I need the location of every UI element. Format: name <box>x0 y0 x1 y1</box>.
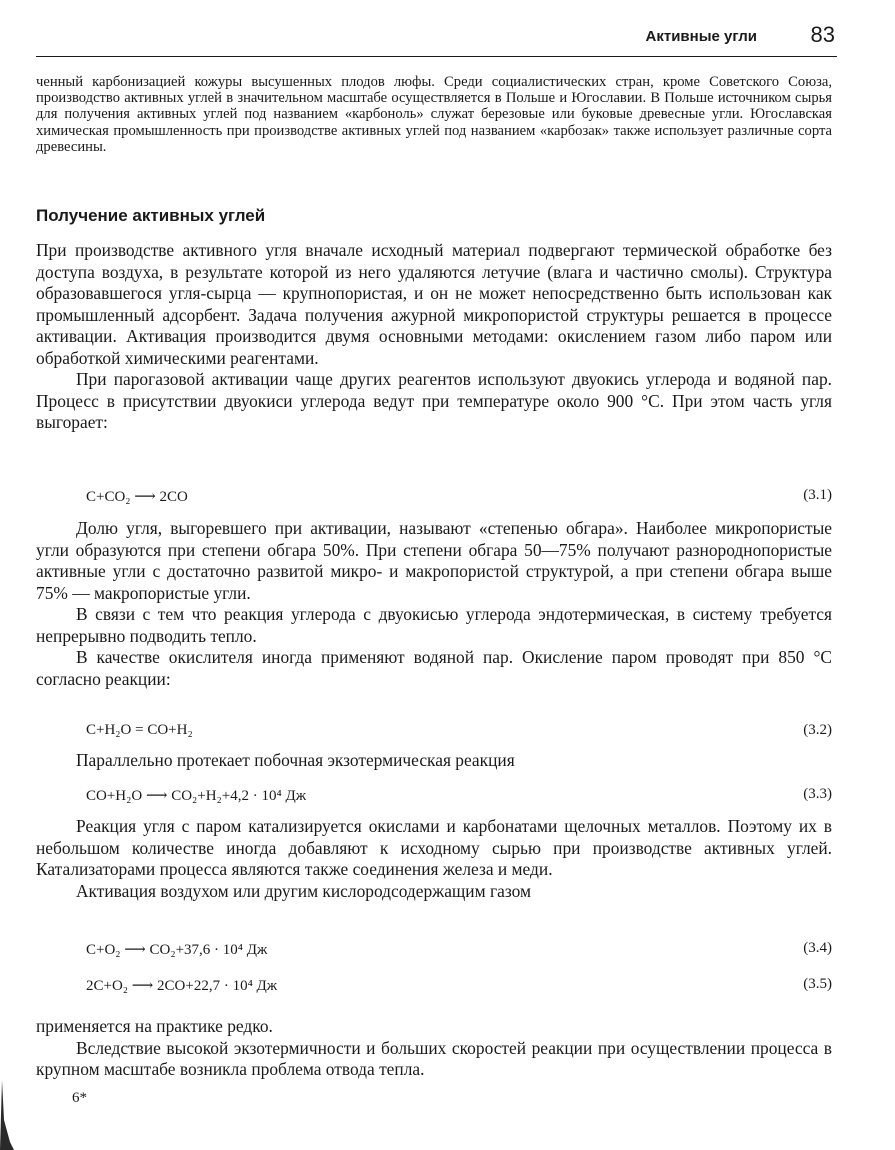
intro-paragraph: ченный карбонизацией кожуры высушенных плодов люфы. Среди социалистических стран, кроме Советского Союза, производство активных углей в значительном масштабе осуществляется в Польше и Югославии. В Польше источником сырья для получения активных углей под названием «карбоноль» служат березовые или буковые древесные угли. Югославская химическая промышленность при производстве активных углей под названием «карбозак» также использует различные сорта древесины. <box>36 74 832 155</box>
equation-3-2 <box>86 722 832 742</box>
signature-mark: 6* <box>72 1090 87 1106</box>
equation-3-1 <box>86 487 832 507</box>
paragraph-3: Долю угля, выгоревшего при активации, называют «степенью обгара». Наиболее микропористые угли образуются при степени обгара 50%. При степени обгара 50—75% получают разнороднопористые активные угли с достаточно развитой микро- и макропористой структурой, а при степени обгара выше 75% — макропористые угли. <box>36 518 832 603</box>
intro-paragraph-block <box>36 74 832 155</box>
paragraph-1: При производстве активного угля вначале исходный материал подвергают термической обработке без доступа воздуха, в результате которой из него удаляются летучие (влага и частично смолы). Структура образовавшегося угля-сырца — крупнопористая, и он не может непосредственно быть использован как промышленный адсорбент. Задача получения ажурной микропористой структуры решается в процессе активации. Активация производится двумя основными методами: окислением газом либо паром или обработкой химическими реагентами. <box>36 240 832 368</box>
equation-number: (3.5) <box>803 976 832 992</box>
paragraph-block-4 <box>36 816 832 902</box>
section-title: Получение активных углей <box>36 206 266 225</box>
running-title: Активные угли <box>645 28 757 45</box>
paragraph-8: Активация воздухом или другим кислородсодержащим газом <box>76 880 531 901</box>
equation-formula: C+CO₂ ⟶ 2CO <box>86 489 188 505</box>
equation-3-5 <box>86 976 832 996</box>
paragraph-2: При парогазовой активации чаще других реагентов используют двуокись углерода и водяной пар. Процесс в присутствии двуокиси углерода ведут при температуре около 900 °С. При этом часть угля выгорает: <box>36 369 832 432</box>
equation-formula: 2C+O₂ ⟶ 2CO+22,7 · 10⁴ Дж <box>86 978 278 994</box>
equation-formula: CO+H₂O ⟶ CO₂+H₂+4,2 · 10⁴ Дж <box>86 788 307 804</box>
page-header <box>36 20 837 57</box>
paragraph-block-3 <box>36 750 832 772</box>
paragraph-6: Параллельно протекает побочная экзотермическая реакция <box>76 750 515 770</box>
paragraph-block-2 <box>36 518 832 690</box>
equation-3-4 <box>86 940 832 960</box>
paragraph-5: В качестве окислителя иногда применяют водяной пар. Окисление паром проводят при 850 °С согласно реакции: <box>36 647 832 689</box>
scan-edge-shadow <box>0 1080 14 1150</box>
equation-number: (3.1) <box>803 487 832 503</box>
paragraph-4: В связи с тем что реакция углерода с двуокисью углерода эндотермическая, в систему требуется непрерывно подводить тепло. <box>36 604 832 646</box>
paragraph-7: Реакция угля с паром катализируется окислами и карбонатами щелочных металлов. Поэтому их в небольшом количестве иногда добавляют к исходному сырью при производстве активных углей. Катализаторами процесса являются также соединения железа и меди. <box>36 816 832 879</box>
paragraph-block-1 <box>36 240 832 434</box>
paragraph-9: применяется на практике редко. <box>36 1016 273 1036</box>
page-number: 83 <box>810 22 835 47</box>
equation-3-3 <box>86 786 832 806</box>
equation-number: (3.4) <box>803 940 832 956</box>
equation-number: (3.3) <box>803 786 832 802</box>
paragraph-10: Вследствие высокой экзотермичности и больших скоростей реакции при осуществлении процесса в крупном масштабе возникла проблема отвода тепла. <box>36 1037 832 1079</box>
equation-formula: C+H₂O = CO+H₂ <box>86 722 193 738</box>
paragraph-block-5 <box>36 1016 832 1081</box>
equation-number: (3.2) <box>803 722 832 738</box>
equation-formula: C+O₂ ⟶ CO₂+37,6 · 10⁴ Дж <box>86 942 268 958</box>
